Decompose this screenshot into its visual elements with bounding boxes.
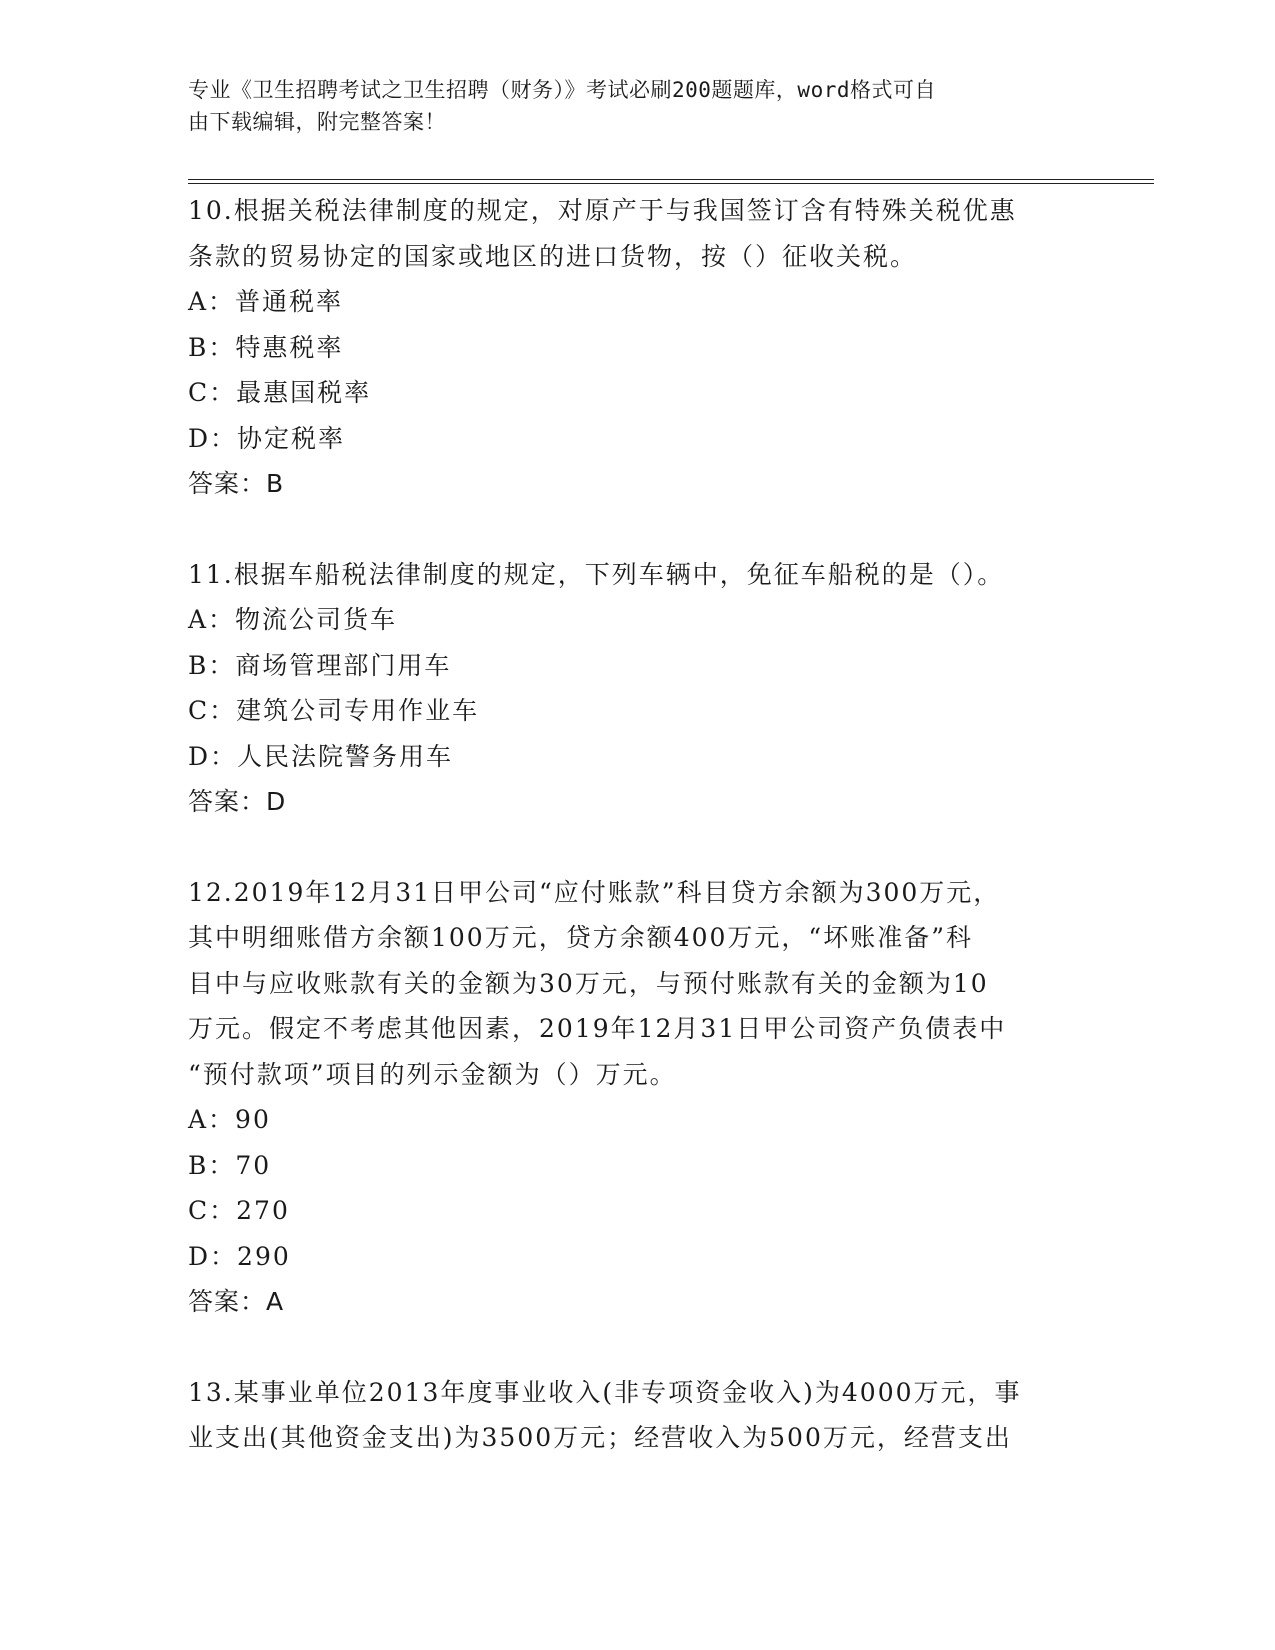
question-text-line: 13.某事业单位2013年度事业收入(非专项资金收入)为4000万元，事 [188, 1377, 1022, 1407]
answer: 答案：D [188, 787, 287, 816]
answer: 答案：B [188, 469, 285, 498]
option-d: D：290 [188, 1241, 291, 1271]
question-text-line: 12.2019年12月31日甲公司“应付账款”科目贷方余额为300万元， [188, 877, 1001, 907]
option-a: A：90 [188, 1105, 271, 1134]
option-a: A：普通税率 [188, 287, 344, 316]
option-c: C：建筑公司专用作业车 [188, 696, 480, 725]
question-11 [188, 552, 1088, 825]
option-b: B：特惠税率 [188, 332, 344, 362]
spacer [188, 1325, 1088, 1370]
question-list [188, 188, 1088, 1461]
spacer [188, 825, 1088, 870]
option-c: C：最惠国税率 [188, 378, 372, 407]
option-c: C：270 [188, 1196, 290, 1225]
document-header [188, 74, 1068, 138]
answer: 答案：A [188, 1287, 285, 1316]
option-d: D：人民法院警务用车 [188, 741, 454, 771]
question-text-line: 10.根据关税法律制度的规定，对原产于与我国签订含有特殊关税优惠 [188, 196, 1017, 225]
question-text-line: 条款的贸易协定的国家或地区的进口货物，按（）征收关税。 [188, 241, 918, 271]
question-13 [188, 1370, 1088, 1461]
option-b: B：商场管理部门用车 [188, 650, 452, 680]
spacer [188, 507, 1088, 552]
question-text-line: 业支出(其他资金支出)为3500万元；经营收入为500万元，经营支出 [188, 1423, 1012, 1452]
option-d: D：协定税率 [188, 423, 346, 453]
question-text-line: “预付款项”项目的列示金额为（）万元。 [188, 1059, 677, 1089]
header-divider-bottom [188, 183, 1154, 184]
question-text-line: 万元。假定不考虑其他因素，2019年12月31日甲公司资产负债表中 [188, 1014, 1007, 1043]
question-text-line: 其中明细账借方余额100万元，贷方余额400万元，“坏账准备”科 [188, 923, 973, 952]
option-a: A：物流公司货车 [188, 605, 398, 634]
header-divider-top [188, 179, 1154, 180]
header-line-1: 专业《卫生招聘考试之卫生招聘（财务）》考试必刷200题题库，word格式可自 [188, 78, 936, 102]
question-12 [188, 870, 1088, 1325]
question-text-line: 11.根据车船税法律制度的规定，下列车辆中，免征车船税的是（）。 [188, 559, 1005, 589]
header-line-2: 由下载编辑，附完整答案！ [188, 110, 446, 134]
question-text-line: 目中与应收账款有关的金额为30万元，与预付账款有关的金额为10 [188, 968, 989, 998]
question-10 [188, 188, 1088, 507]
option-b: B：70 [188, 1150, 272, 1180]
